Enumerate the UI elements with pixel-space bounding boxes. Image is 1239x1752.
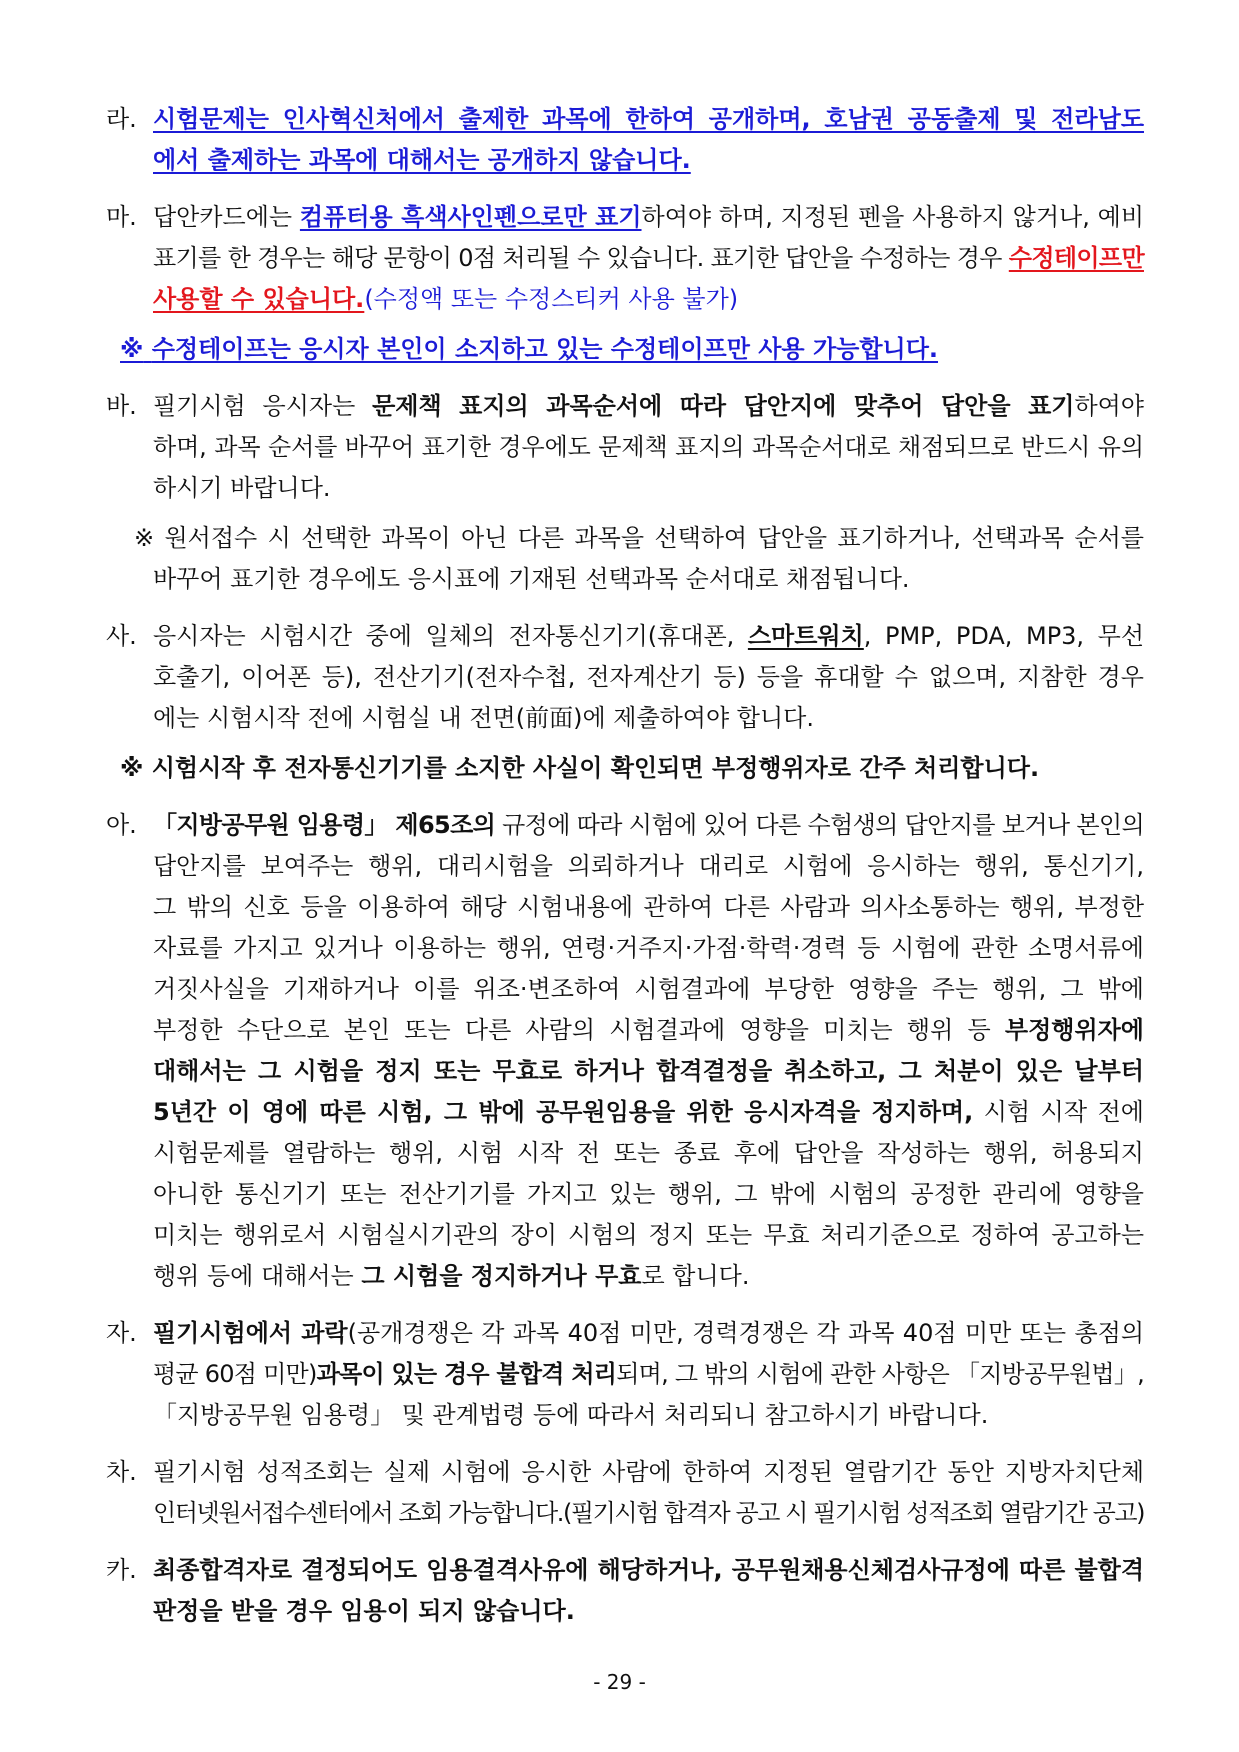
text-line-content <box>153 1493 1144 1534</box>
text-line-content <box>153 99 1144 140</box>
text-line <box>153 805 1144 846</box>
body-text: 답안지를 보여주는 행위, 대리시험을 의뢰하거나 대리로 시험에 응시하는 행위, 통신기기, <box>153 852 1144 880</box>
body-text: 답안카드에는 <box>153 203 300 231</box>
clause-item <box>0 386 1239 509</box>
text-line <box>153 969 1144 1010</box>
text-line <box>134 518 1144 559</box>
text-line <box>153 1092 1144 1133</box>
text-line <box>153 1493 1144 1534</box>
emphasis-text: 「지방공무원 임용령」 제65조의 <box>153 811 496 839</box>
emphasis-text: 판정을 받을 경우 임용이 되지 않습니다. <box>153 1597 575 1625</box>
text-line-content <box>153 427 1144 468</box>
text-line-content <box>153 468 331 509</box>
page-number: - 29 - <box>593 1670 646 1694</box>
text-line <box>153 616 1144 657</box>
text-line <box>153 1395 1144 1436</box>
body-text: (공개경쟁은 각 과목 40점 미만, 경력경쟁은 각 과목 40점 미만 또는 총점의 <box>347 1319 1144 1347</box>
text-line-content <box>153 887 1144 928</box>
text-line-content <box>153 616 1144 657</box>
document-body <box>0 99 1239 1632</box>
clause-item <box>0 805 1239 1297</box>
text-line-content <box>153 969 1144 1010</box>
text-line-content <box>153 1354 1144 1395</box>
emphasis-text: 과목이 있는 경우 불합격 처리 <box>316 1360 617 1388</box>
emphasis-text: 문제책 표지의 과목순서에 따라 답안지에 맞추어 답안을 표기 <box>372 392 1075 420</box>
clause-marker: 아. <box>106 811 137 839</box>
emphasis-text: 시험문제는 인사혁신처에서 출제한 과목에 한하여 공개하며, 호남권 공동출제 및 전라남도 <box>153 105 1144 133</box>
text-line-content <box>153 197 1144 238</box>
text-line-content <box>153 1452 1144 1493</box>
text-line <box>153 887 1144 928</box>
clause-item <box>0 616 1239 739</box>
body-text: 아니한 통신기기 또는 전산기기를 가지고 있는 행위, 그 밖에 시험의 공정한 관리에 영향을 <box>153 1180 1144 1208</box>
text-line <box>153 1313 1144 1354</box>
text-line <box>153 846 1144 887</box>
emphasis-text: (수정액 또는 수정스티커 사용 불가) <box>364 285 739 313</box>
note-item <box>0 748 1239 789</box>
text-line <box>153 99 1144 140</box>
text-line-content <box>153 279 738 320</box>
text-line-content <box>153 1051 1144 1092</box>
clause-item <box>0 1452 1239 1534</box>
text-line <box>153 1133 1144 1174</box>
text-line-content <box>153 1313 1144 1354</box>
text-line-content <box>153 1092 1144 1133</box>
text-line-content <box>134 518 1144 559</box>
body-text: 하여야 <box>1074 392 1144 420</box>
text-line-content <box>153 657 1144 698</box>
text-line-content <box>153 1256 749 1297</box>
emphasis-text: 5년간 이 영에 따른 시험, 그 밖에 공무원임용을 위한 응시자격을 정지하며, <box>153 1098 974 1126</box>
text-line-content <box>153 1550 1144 1591</box>
text-line <box>153 1550 1144 1591</box>
clause-marker: 카. <box>106 1556 137 1584</box>
text-line-content <box>153 238 1144 279</box>
reference-mark-symbol: ※ <box>120 335 144 363</box>
text-line-content <box>153 805 1144 846</box>
text-line <box>153 468 1144 509</box>
clause-marker: 마. <box>106 203 137 231</box>
emphasis-text: 수정테이프는 응시자 본인이 소지하고 있는 수정테이프만 사용 가능합니다. <box>151 335 939 363</box>
body-text: 행위 등에 대해서는 <box>153 1262 362 1290</box>
body-text: 호출기, 이어폰 등), 전산기기(전자수첩, 전자계산기 등) 등을 휴대할 수 없으며, 지참한 경우 <box>153 663 1144 691</box>
text-line <box>153 1354 1144 1395</box>
text-line <box>153 197 1144 238</box>
text-line <box>153 238 1144 279</box>
body-text: 자료를 가지고 있거나 이용하는 행위, 연령·거주지·가점·학력·경력 등 시험에 관한 소명서류에 <box>153 934 1144 962</box>
body-text: 시험문제를 열람하는 행위, 시험 시작 전 또는 종료 후에 답안을 작성하는 행위, 허용되지 <box>153 1139 1144 1167</box>
text-line-content <box>153 928 1144 969</box>
text-line <box>153 698 1144 739</box>
text-line <box>153 928 1144 969</box>
body-text: 되며, 그 밖의 시험에 관한 사항은 「지방공무원법」, <box>616 1360 1144 1388</box>
body-text: 미치는 행위로서 시험실시기관의 장이 시험의 정지 또는 무효 처리기준으로 정하여 공고하는 <box>153 1221 1144 1249</box>
text-line-content <box>153 1591 575 1632</box>
text-line <box>153 1256 1144 1297</box>
emphasis-text: 컴퓨터용 흑색사인펜으로만 표기 <box>299 203 642 231</box>
emphasis-text: 스마트워치 <box>747 622 864 650</box>
clause-item <box>0 197 1239 320</box>
body-text: 시험 시작 전에 <box>973 1098 1144 1126</box>
note-item <box>0 329 1239 370</box>
text-line <box>153 279 1144 320</box>
text-line-content <box>153 698 814 739</box>
clause-marker: 차. <box>106 1458 137 1486</box>
text-line <box>153 427 1144 468</box>
body-text: 표기를 한 경우는 해당 문항이 0점 처리될 수 있습니다. 표기한 답안을 수정하는 경우 <box>153 244 1009 272</box>
body-text: 원서접수 시 선택한 과목이 아닌 다른 과목을 선택하여 답안을 표기하거나, 선택과목 순서를 <box>164 524 1144 552</box>
text-line <box>153 657 1144 698</box>
emphasis-text: 최종합격자로 결정되어도 임용결격사유에 해당하거나, 공무원채용신체검사규정에 따른 불합격 <box>153 1556 1144 1584</box>
body-text: 응시자는 시험시간 중에 일체의 전자통신기기(휴대폰, <box>153 622 748 650</box>
text-line <box>153 1452 1144 1493</box>
text-line-content <box>120 329 938 370</box>
body-text: 에는 시험시작 전에 시험실 내 전면(前面)에 제출하여야 합니다. <box>153 704 814 732</box>
emphasis-text: 에서 출제하는 과목에 대해서는 공개하지 않습니다. <box>153 146 691 174</box>
text-line-content <box>153 846 1144 887</box>
clause-marker: 사. <box>106 622 137 650</box>
clause-marker: 라. <box>106 105 137 133</box>
body-text: 하여야 하며, 지정된 펜을 사용하지 않거나, 예비 <box>641 203 1144 231</box>
text-line-content <box>153 1010 1144 1051</box>
body-text: 부정한 수단으로 본인 또는 다른 사람의 시험결과에 영향을 미치는 행위 등 <box>153 1016 1005 1044</box>
text-line <box>120 329 1144 370</box>
reference-mark-symbol: ※ <box>120 754 144 782</box>
body-text: 로 합니다. <box>641 1262 750 1290</box>
text-line <box>153 140 1144 181</box>
text-line <box>153 1051 1144 1092</box>
text-line-content <box>153 1133 1144 1174</box>
text-line <box>153 1174 1144 1215</box>
body-text: 필기시험 성적조회는 실제 시험에 응시한 사람에 한하여 지정된 열람기간 동안 지방자치단체 <box>153 1458 1144 1486</box>
note-marker <box>120 754 152 782</box>
emphasis-text: 수정테이프만 <box>1008 244 1144 272</box>
text-line-content <box>153 559 910 600</box>
clause-item <box>0 1313 1239 1436</box>
clause-item <box>0 99 1239 181</box>
body-text: 인터넷원서접수센터에서 조회 가능합니다.(필기시험 합격자 공고 시 필기시험 성적조회 열람기간 공고) <box>153 1499 1144 1527</box>
body-text: , PMP, PDA, MP3, 무선 <box>863 622 1144 650</box>
body-text: 그 밖의 신호 등을 이용하여 해당 시험내용에 관하여 다른 사람과 의사소통하는 행위, 부정한 <box>153 893 1144 921</box>
body-text: 하시기 바랍니다. <box>153 474 331 502</box>
text-line-content <box>153 1174 1144 1215</box>
note-marker <box>134 524 164 552</box>
emphasis-text: 대해서는 그 시험을 정지 또는 무효로 하거나 합격결정을 취소하고, 그 처분이 있은 날부터 <box>153 1057 1144 1085</box>
text-line <box>153 386 1144 427</box>
body-text: 「지방공무원 임용령」 및 관계법령 등에 따라서 처리되니 참고하시기 바랍니다. <box>153 1401 989 1429</box>
note-marker <box>120 335 152 363</box>
body-text: 거짓사실을 기재하거나 이를 위조·변조하여 시험결과에 부당한 영향을 주는 행위, 그 밖에 <box>153 975 1144 1003</box>
text-line-content <box>120 748 1039 789</box>
emphasis-text: 필기시험에서 과락 <box>153 1319 348 1347</box>
text-line <box>153 1010 1144 1051</box>
text-line-content <box>153 386 1144 427</box>
clause-item <box>0 1550 1239 1632</box>
note-item <box>0 518 1239 600</box>
text-line-content <box>153 1395 988 1436</box>
clause-marker: 자. <box>106 1319 137 1347</box>
text-line <box>153 1591 1144 1632</box>
body-text: 필기시험 응시자는 <box>153 392 373 420</box>
body-text: 규정에 따라 시험에 있어 다른 수험생의 답안지를 보거나 본인의 <box>495 811 1144 839</box>
emphasis-text: 사용할 수 있습니다. <box>153 285 365 313</box>
text-line-content <box>153 140 691 181</box>
text-line <box>120 748 1144 789</box>
clause-marker: 바. <box>106 392 137 420</box>
text-line-content <box>153 1215 1144 1256</box>
emphasis-text: 그 시험을 정지하거나 무효 <box>361 1262 642 1290</box>
reference-mark-symbol: ※ <box>134 524 155 552</box>
text-line <box>153 1215 1144 1256</box>
body-text: 바꾸어 표기한 경우에도 응시표에 기재된 선택과목 순서대로 채점됩니다. <box>153 565 910 593</box>
text-line <box>153 559 1144 600</box>
body-text: 평균 60점 미만) <box>153 1360 317 1388</box>
emphasis-text: 시험시작 후 전자통신기기를 소지한 사실이 확인되면 부정행위자로 간주 처리합니다. <box>151 754 1040 782</box>
body-text: 하며, 과목 순서를 바꾸어 표기한 경우에도 문제책 표지의 과목순서대로 채점되므로 반드시 유의 <box>153 433 1144 461</box>
emphasis-text: 부정행위자에 <box>1004 1016 1144 1044</box>
